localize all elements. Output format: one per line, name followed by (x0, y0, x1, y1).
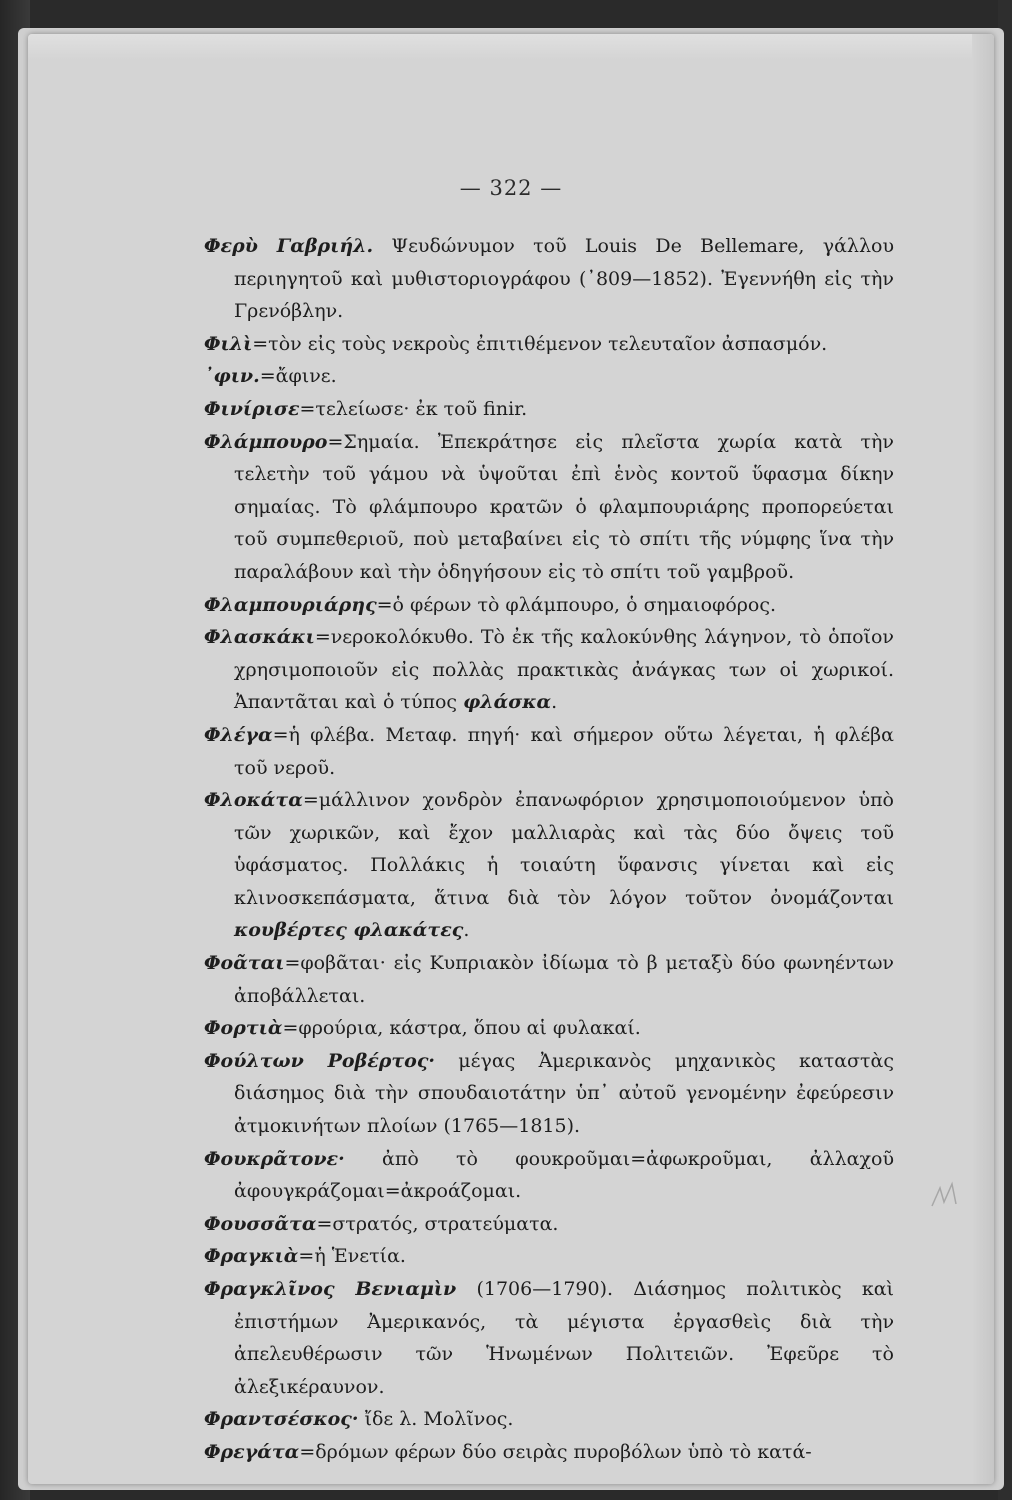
glossary-entry (204, 1208, 894, 1241)
glossary-entry (204, 1436, 894, 1469)
entry-headword: Φορτιὰ (204, 1017, 283, 1040)
entry-definition: =ὁ φέρων τὸ φλάμπουρο, ὁ σημαιοφόρος. (376, 593, 777, 616)
page-number: — 322 — (459, 176, 563, 200)
entry-headword: Φραντσέσκος· (204, 1408, 359, 1431)
page-edge-right (972, 34, 994, 1484)
glossary-entry (204, 230, 894, 328)
entry-headword: ᾿φιν. (204, 365, 260, 388)
entry-headword: Φινίρισε (204, 397, 300, 420)
entry-definition: =ἄφινε. (259, 365, 337, 388)
entry-definition: =φρούρια, κάστρα, ὅπου αἱ φυλακαί. (282, 1017, 641, 1040)
entry-headword: Φλέγα (204, 723, 273, 746)
entry-variant-form: φλάσκα (463, 691, 552, 714)
entry-headword: Φούλτων Ροβέρτος· (204, 1049, 436, 1072)
entry-definition: =Σημαία. Ἐπεκράτησε εἰς πλεῖστα χωρία κατὰ τὴν τελετὴν τοῦ γάμου νὰ ὑψοῦται ἐπὶ ἑνὸς κοντοῦ ὕφασμα δίκην σημαίας. Τὸ φλάμπουρο κρατῶν ὁ φλαμπουριάρης προπορεύεται τοῦ συμπεθεριοῦ, ποὺ μεταβαίνει εἰς τὸ σπίτι τῆς νύμφης ἵνα τὴν παραλάβουν καὶ τὴν ὁδηγήσουν εἰς τὸ σπίτι τοῦ γαμβροῦ. (234, 430, 894, 583)
entry-headword: Φοᾶται (204, 952, 285, 975)
entry-definition: =ἡ φλέβα. Μεταφ. πηγή· καὶ σήμερον οὕτω λέγεται, ἡ φλέβα τοῦ νεροῦ. (234, 723, 894, 779)
glossary-entry (204, 1012, 894, 1045)
entry-definition: =δρόμων φέρων δύο σειρὰς πυροβόλων ὑπὸ τὸ κατά- (299, 1440, 812, 1463)
book-page (28, 34, 994, 1484)
glossary-entry (204, 589, 894, 622)
glossary-entry (204, 1143, 894, 1208)
entry-headword: Φλάμπουρο (204, 430, 328, 453)
glossary-entry (204, 1045, 894, 1143)
entry-headword: Φλοκάτα (204, 789, 303, 812)
entry-headword: Φιλὶ (204, 332, 253, 355)
entry-definition: Ψευδώνυμον τοῦ Louis De Bellemare, γάλλου περιηγητοῦ καὶ μυθιστοριογράφου (᾿809—1852). Ἐγεννήθη εἰς τὴν Γρενόβλην. (234, 235, 894, 323)
entry-headword: Φραγκλῖνος Βενιαμὶν (204, 1278, 457, 1300)
entry-definition: =νεροκολόκυθο. Τὸ ἐκ τῆς καλοκύνθης λάγηνον, τὸ ὁποῖον χρησιμοποιοῦν εἰς πολλὰς πρακτικὰς ἀνάγκας των οἱ χωρικοί. Ἀπαντᾶται καὶ ὁ τύπος (234, 626, 894, 714)
page-edge-top (28, 34, 994, 60)
pencil-mark (926, 1176, 966, 1216)
entry-headword: Φουσσᾶτα (204, 1212, 317, 1235)
glossary-entry (204, 719, 894, 784)
entry-definition: =τελείωσε· ἐκ τοῦ finir. (299, 397, 528, 420)
glossary-entry (204, 621, 894, 719)
entry-headword: Φραγκιὰ (204, 1245, 299, 1268)
entry-headword: Φουκρᾶτονε· (204, 1147, 345, 1170)
glossary-entry (204, 784, 894, 947)
entry-definition: μέγας Ἀμερικανὸς μηχανικὸς καταστὰς διάσημος διὰ τὴν σπουδαιοτάτην ὑπ᾿ αὐτοῦ γενομένην ἐφεύρεσιν ἀτμοκινήτων πλοίων (1765—1815). (234, 1049, 894, 1138)
entry-headword: Φρεγάτα (204, 1440, 300, 1463)
glossary-entry (204, 1273, 894, 1403)
glossary-entry (204, 426, 894, 589)
entry-definition: ἀπὸ τὸ φουκροῦμαι=ἀφωκροῦμαι, ἀλλαχοῦ ἀφουγκράζομαι=ἀκροάζομαι. (234, 1147, 894, 1203)
glossary-entry (204, 360, 894, 393)
entry-definition: =μάλλινον χονδρὸν ἐπανωφόριον χρησιμοποιούμενον ὑπὸ τῶν χωρικῶν, καὶ ἔχον μαλλιαρὰς καὶ τὰς δύο ὄψεις τοῦ ὑφάσματος. Πολλάκις ἡ τοιαύτη ὕφανσις γίνεται καὶ εἰς κλινοσκεπάσματα, ἅτινα διὰ τὸν λόγον τοῦτον ὀνομάζονται (234, 789, 894, 909)
entry-tail: . (551, 691, 558, 714)
glossary-entry (204, 947, 894, 1012)
entry-definition: =στρατός, στρατεύματα. (316, 1212, 559, 1235)
entry-definition: ἴδε λ. Μολῖνος. (358, 1408, 514, 1431)
glossary-entry (204, 393, 894, 426)
glossary-text (204, 230, 894, 1469)
glossary-entry (204, 1403, 894, 1436)
glossary-entry (204, 328, 894, 361)
entry-headword: Φλαμπουριάρης (204, 593, 377, 616)
entry-tail: . (463, 919, 470, 942)
entry-headword: Φερὺ Γαβριήλ. (204, 235, 374, 257)
glossary-entry (204, 1240, 894, 1273)
entry-definition: =φοβᾶται· εἰς Κυπριακὸν ἰδίωμα τὸ β μεταξὺ δύο φωνηέντων ἀποβάλλεται. (234, 952, 894, 1007)
entry-definition: =ἡ Ἑνετία. (298, 1245, 406, 1268)
entry-headword: Φλασκάκι (204, 626, 315, 649)
entry-definition: (1706—1790). Διάσημος πολιτικὸς καὶ ἐπιστήμων Ἀμερικανός, τὰ μέγιστα ἐργασθεὶς διὰ τὴν ἀπελευθέρωσιν τῶν Ἡνωμένων Πολιτειῶν. Ἐφεῦρε τὸ ἀλεξικέραυνον. (234, 1278, 894, 1398)
entry-variant-form: κουβέρτες φλακάτες (234, 919, 464, 942)
entry-definition: =τὸν εἰς τοὺς νεκροὺς ἐπιτιθέμενον τελευταῖον ἀσπασμόν. (252, 332, 828, 355)
